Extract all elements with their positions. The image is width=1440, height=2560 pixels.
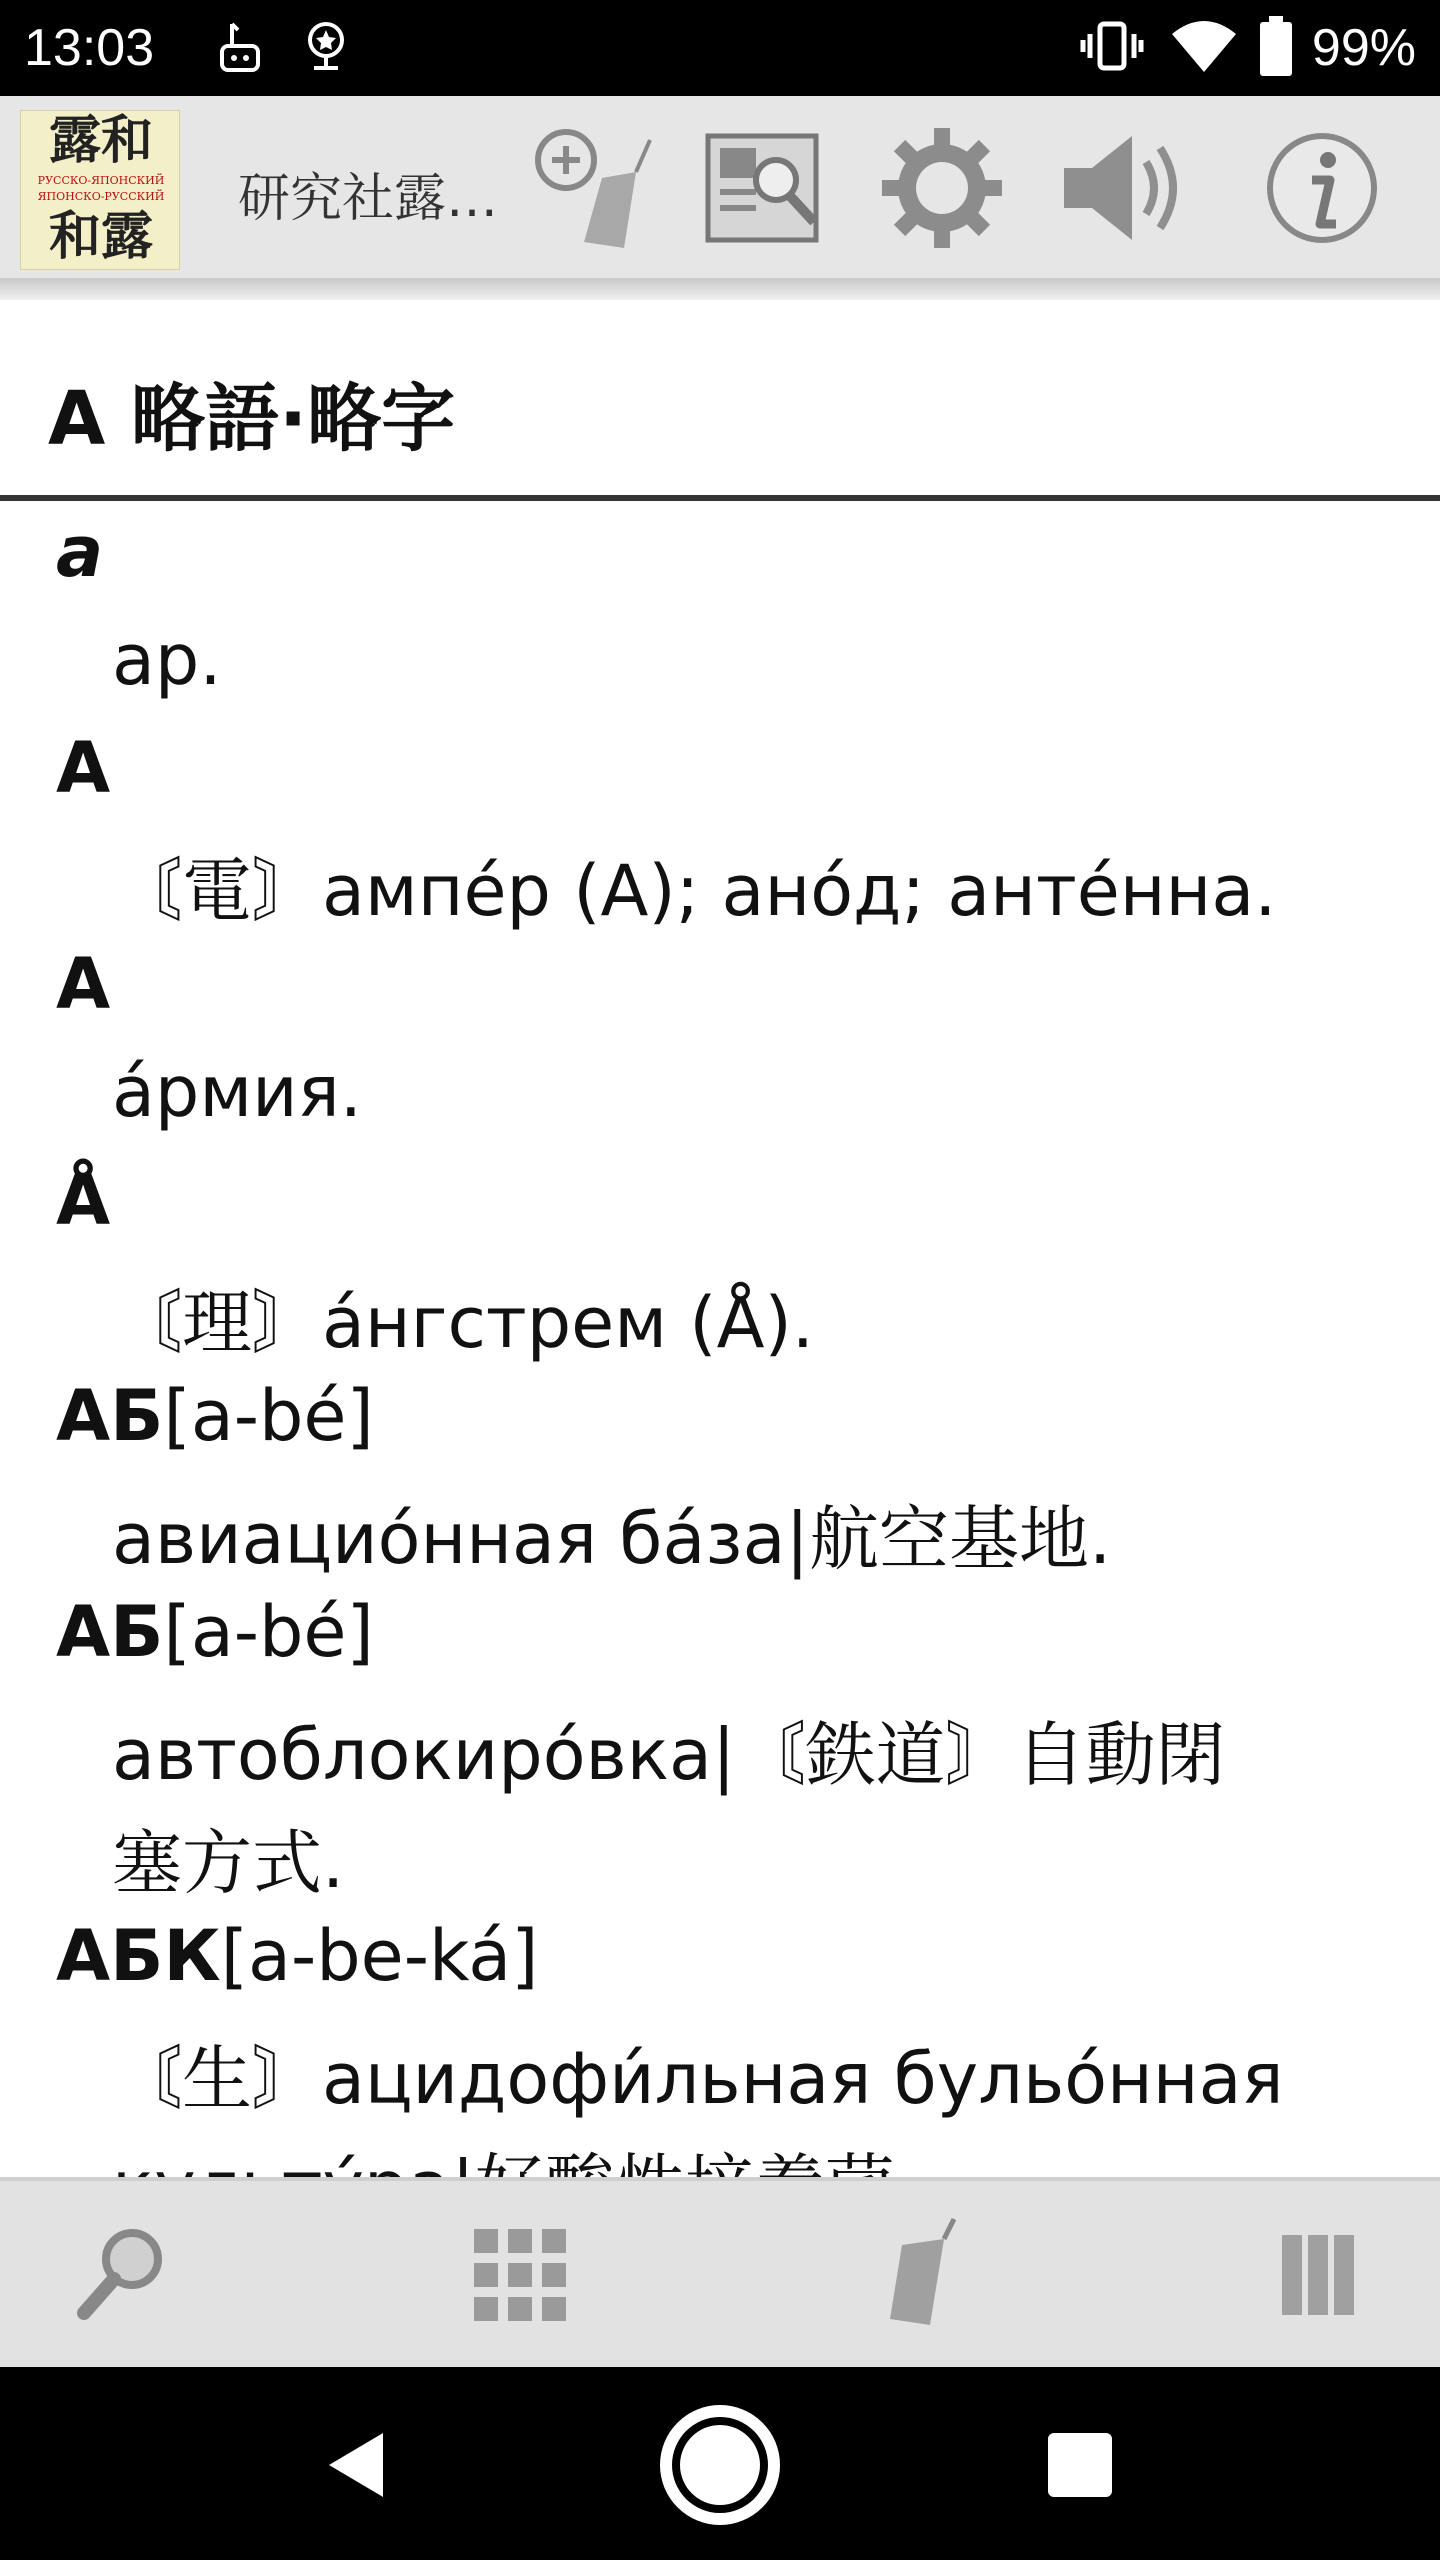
recents-button[interactable] bbox=[1015, 2400, 1145, 2530]
speaker-icon bbox=[1050, 118, 1190, 258]
magnifier-icon bbox=[62, 2215, 182, 2335]
bookmark-button[interactable] bbox=[852, 2205, 992, 2345]
search-button[interactable] bbox=[52, 2205, 192, 2345]
entry-headword[interactable]: А bbox=[56, 727, 111, 809]
section-title: A 略語·略字 bbox=[48, 376, 456, 462]
entry-headword[interactable]: АБК[a-be-ká] bbox=[56, 1915, 539, 1997]
columns-icon bbox=[1260, 2215, 1380, 2335]
speaker-button[interactable] bbox=[1050, 118, 1190, 258]
logo-subtitle-1: РУССКО-ЯПОНСКИЙ bbox=[37, 174, 165, 187]
logo-subtitle-2: ЯПОНСКО-РУССКИЙ bbox=[37, 190, 165, 203]
dictionary-list-button[interactable] bbox=[1250, 2205, 1390, 2345]
entry-pronunciation: [a-be-ká] bbox=[220, 1915, 539, 1997]
back-triangle-icon bbox=[317, 2425, 397, 2505]
battery-percent: 99% bbox=[1311, 19, 1416, 77]
grid-icon bbox=[460, 2215, 580, 2335]
entry-headword[interactable]: АБ[a-bé] bbox=[56, 1591, 374, 1673]
wifi-icon bbox=[1170, 16, 1238, 80]
entry-headword[interactable]: а bbox=[56, 511, 104, 593]
home-circle-icon bbox=[655, 2400, 785, 2530]
entry-definition: 〘生〙ацидофи́льная бульо́нная bbox=[112, 2038, 1284, 2120]
location-star-icon bbox=[296, 16, 356, 80]
entry-pronunciation: [a-bé] bbox=[163, 1591, 374, 1673]
entry-pronunciation: [a-bé] bbox=[163, 1375, 374, 1457]
bookmark-tag-icon bbox=[862, 2215, 982, 2335]
entry-definition: 塞方式. bbox=[112, 1822, 345, 1904]
battery-icon bbox=[1258, 16, 1294, 82]
recents-square-icon bbox=[1040, 2425, 1120, 2505]
back-button[interactable] bbox=[292, 2400, 422, 2530]
entry-headword[interactable]: А bbox=[56, 943, 111, 1025]
status-bar bbox=[0, 0, 1440, 96]
info-button[interactable] bbox=[1252, 118, 1392, 258]
entry-definition: автоблокиро́вка|〘鉄道〙自動閉 bbox=[112, 1714, 1226, 1796]
add-bookmark-button[interactable] bbox=[524, 118, 664, 258]
vibrate-icon bbox=[1080, 16, 1144, 80]
gear-icon bbox=[872, 118, 1012, 258]
entry-definition: 〘電〙ампе́р (А); ано́д; анте́нна. bbox=[112, 850, 1277, 932]
document-search-icon bbox=[692, 118, 832, 258]
entry-headword[interactable]: АБ[a-bé] bbox=[56, 1375, 374, 1457]
logo-bottom-text: 和露 bbox=[48, 206, 153, 267]
entry-definition: авиацио́нная ба́за|航空基地. bbox=[112, 1498, 1112, 1580]
index-grid-button[interactable] bbox=[450, 2205, 590, 2345]
settings-button[interactable] bbox=[872, 118, 1012, 258]
search-view-button[interactable] bbox=[692, 118, 832, 258]
entry-headword[interactable]: Å bbox=[56, 1159, 111, 1241]
info-icon bbox=[1252, 118, 1392, 258]
add-bookmark-icon bbox=[524, 118, 664, 258]
notification-app-icon bbox=[210, 16, 270, 80]
home-button[interactable] bbox=[655, 2400, 785, 2530]
logo-top-text: 露和 bbox=[48, 110, 153, 171]
dictionary-title: 研究社露… bbox=[238, 169, 499, 229]
status-time: 13:03 bbox=[24, 19, 155, 77]
entry-definition: а́рмия. bbox=[112, 1051, 362, 1133]
bottom-action-bar bbox=[0, 2177, 1440, 2367]
entry-definition: ар. bbox=[112, 619, 222, 701]
dictionary-logo[interactable] bbox=[20, 110, 180, 270]
toolbar-shadow bbox=[0, 278, 1440, 300]
entry-list[interactable] bbox=[0, 501, 1440, 2177]
entry-definition: 〘理〙а́нгстрем (Å). bbox=[112, 1282, 815, 1364]
